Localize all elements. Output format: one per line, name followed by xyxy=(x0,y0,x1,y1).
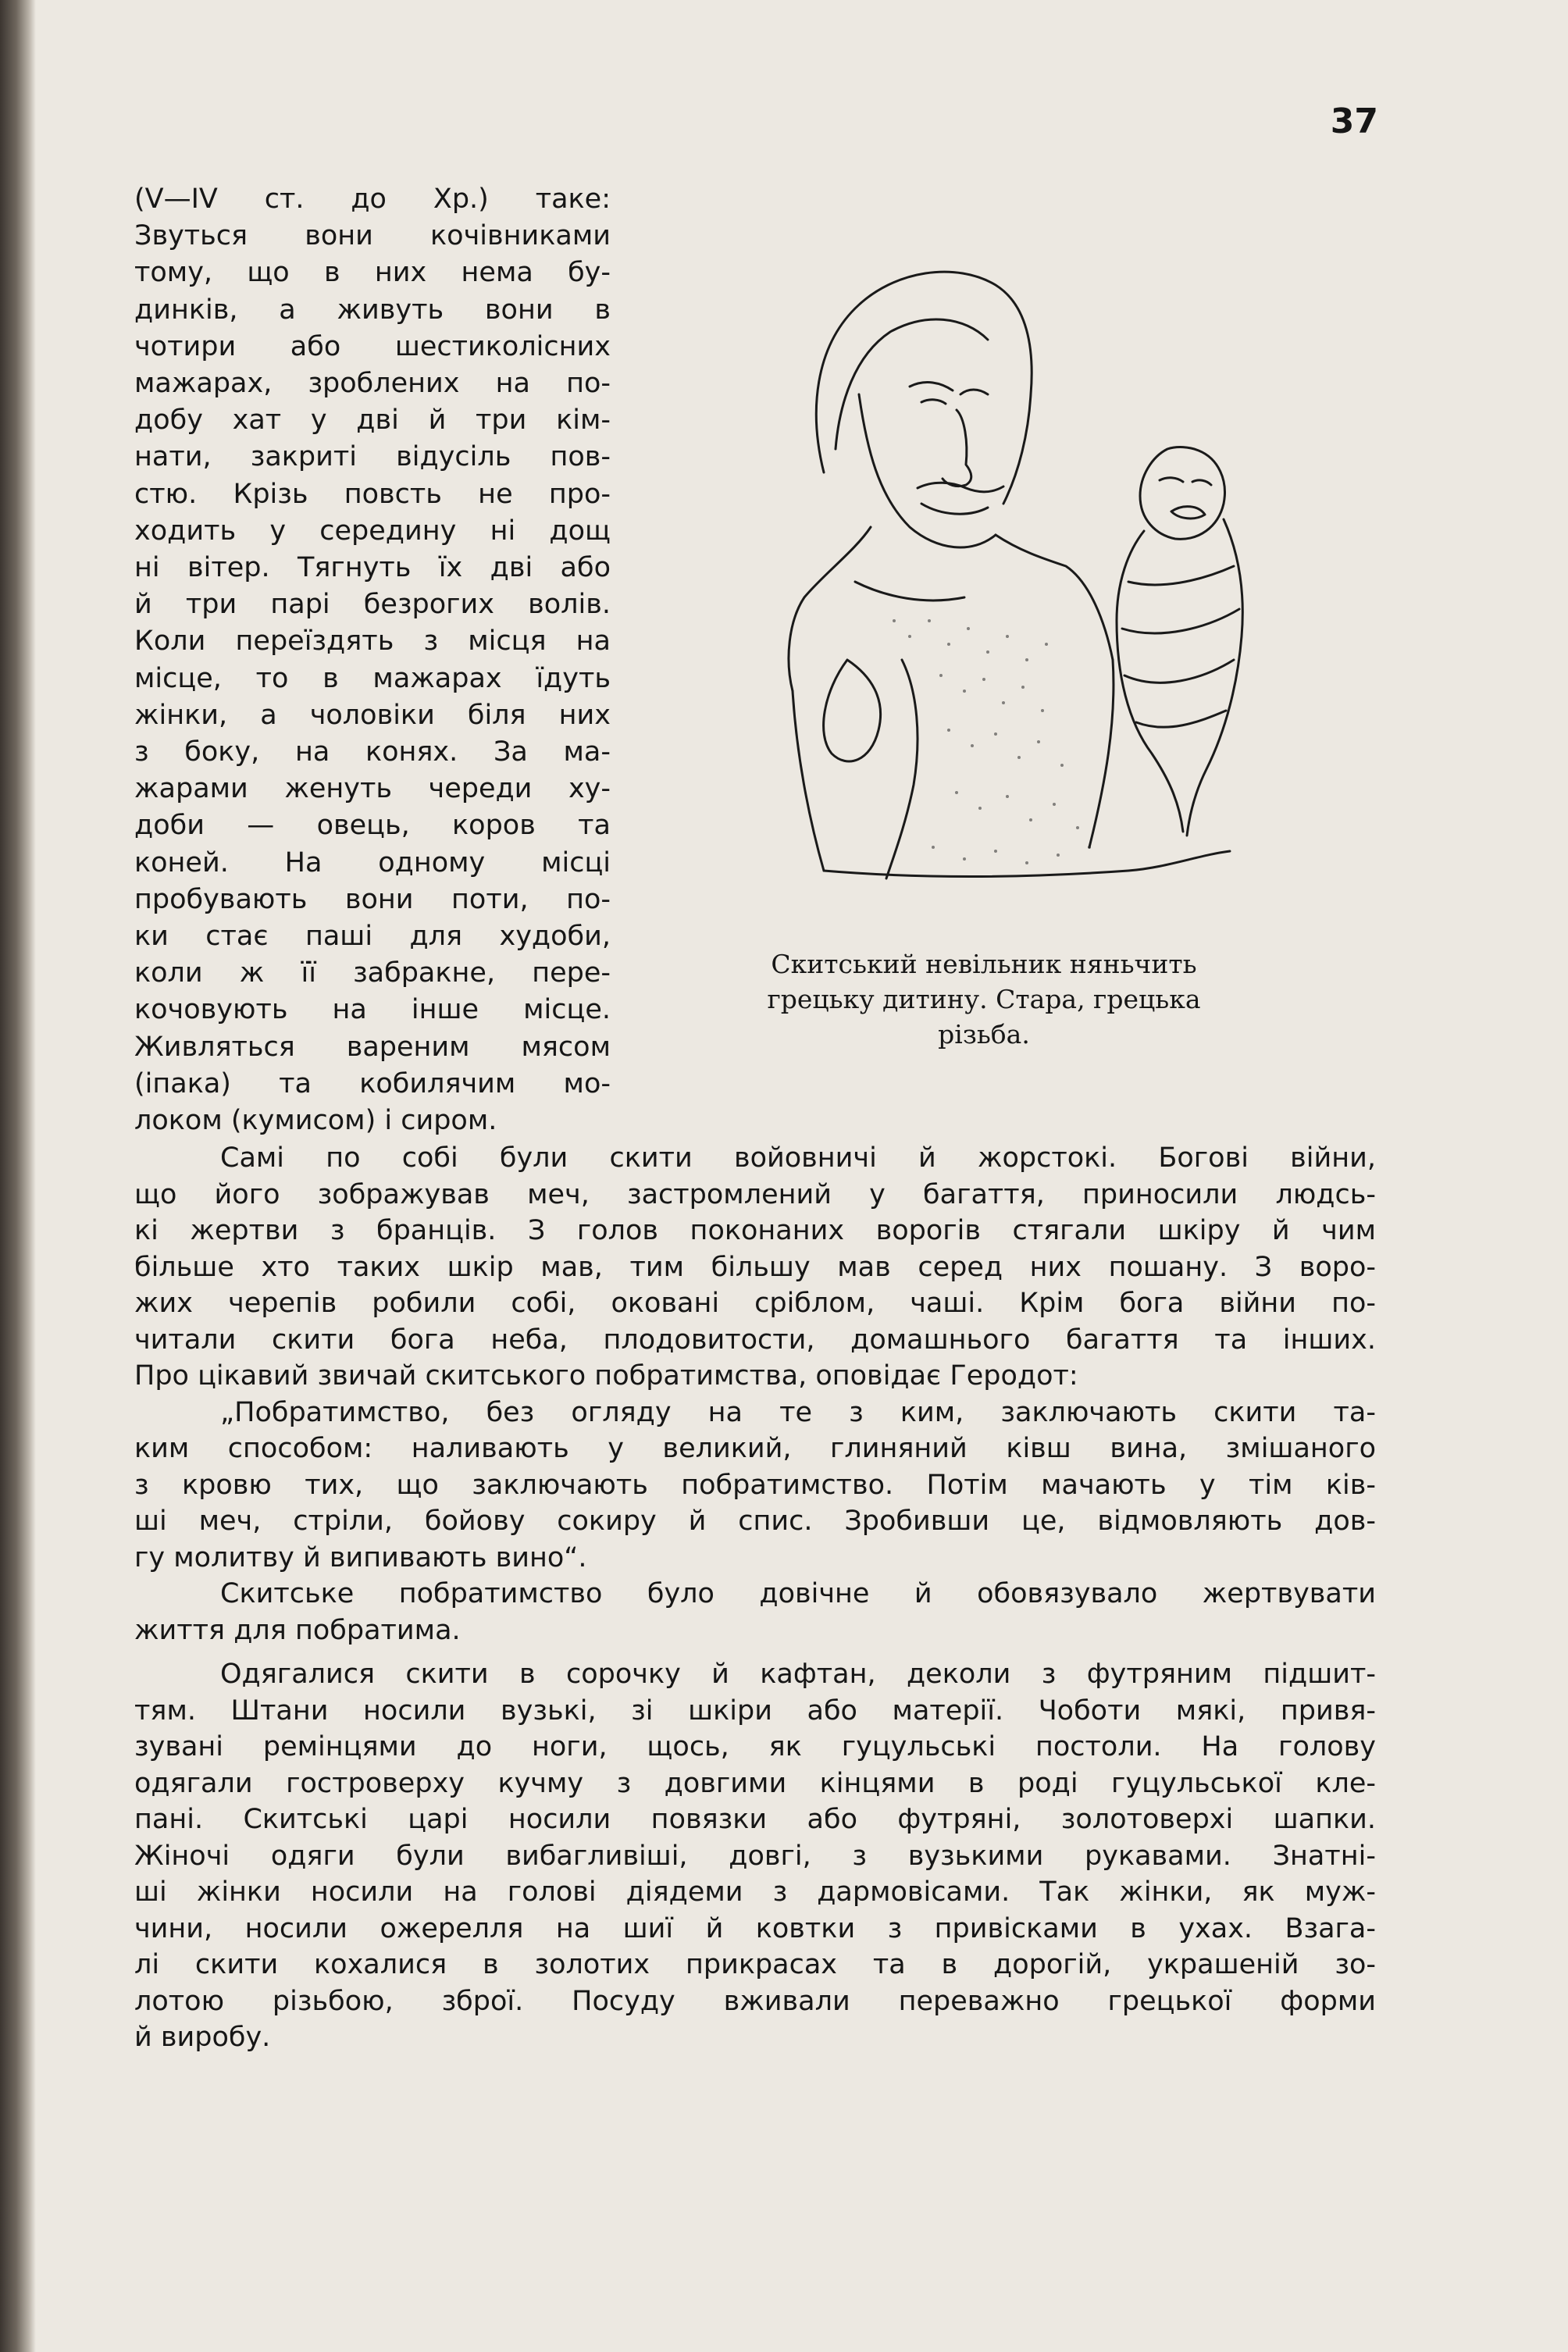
text-line: Одягалися скити в сорочку й кафтан, деколи з футряним підшит- xyxy=(220,1659,1376,1690)
text-line: чини, носили ожерелля на шиї й ковтки з привісками в ухах. Взага- xyxy=(134,1912,1376,1944)
text-line: (іпака) та кобилячим мо- xyxy=(134,1067,611,1099)
text-line: тям. Штани носили вузькі, зі шкіри або матерії. Чоботи мякі, привя- xyxy=(134,1695,1376,1727)
caption-line: Скитський невільник няньчить xyxy=(771,949,1197,979)
text-line: життя для побратима. xyxy=(134,1614,461,1646)
text-line: „Побратимство, без огляду на те з ким, заключають скити та- xyxy=(220,1396,1376,1428)
text-line: й виробу. xyxy=(134,2022,271,2053)
text-line: Про цікавий звичай скитського побратимства, оповідає Геродот: xyxy=(134,1360,1078,1392)
paragraph xyxy=(134,1140,1376,1395)
book-spine-shadow xyxy=(0,0,36,2352)
text-line: ким способом: наливають у великий, глиняний ківш вина, змішаного xyxy=(134,1433,1376,1464)
text-line: локом (кумисом) і сиром. xyxy=(134,1105,497,1137)
left-column-text xyxy=(134,181,611,1139)
text-line: чотири або шестиколісних xyxy=(134,330,611,362)
text-line: лі скити кохалися в золотих прикрасах та в дорогій, украшеній зо- xyxy=(134,1949,1376,1980)
text-line: ні вітер. Тягнуть їх дві або xyxy=(134,552,611,584)
figure-caption xyxy=(703,946,1265,1052)
caption-line: різьба. xyxy=(938,1019,1030,1049)
text-line: ші жінки носили на голові діядеми з дармовісами. Так жінки, як муж- xyxy=(134,1876,1376,1908)
text-line: мажарах, зроблених на по- xyxy=(134,368,611,400)
text-line: ші меч, стріли, бойову сокиру й спис. Зробивши це, відмовляють дов- xyxy=(134,1506,1376,1537)
text-line: пробувають вони поти, по- xyxy=(134,883,611,915)
text-line: кі жертви з бранців. З голов поконаних ворогів стягали шкіру й чим xyxy=(134,1215,1376,1246)
text-line: нати, закриті відусіль пов- xyxy=(134,441,611,473)
text-line: коли ж її забракне, пере- xyxy=(134,957,611,989)
text-line: динків, а живуть вони в xyxy=(134,294,611,326)
text-line: Скитське побратимство було довічне й обовязувало жертвувати xyxy=(220,1578,1376,1609)
text-line: гу молитву й випивають вино“. xyxy=(134,1541,587,1573)
text-line: з боку, на конях. За ма- xyxy=(134,736,611,768)
text-line: зувані ремінцями до ноги, щось, як гуцульські постоли. На голову xyxy=(134,1731,1376,1762)
text-line: ки стає паші для худоби, xyxy=(134,921,611,953)
text-line: що його зображував меч, застромлений у багаття, приносили людсь- xyxy=(134,1178,1376,1210)
text-line: добу хат у дві й три кім- xyxy=(134,404,611,437)
text-line: жарами женуть череди ху- xyxy=(134,773,611,805)
paragraph xyxy=(134,1576,1376,1648)
text-line: жінки, а чоловіки біля них xyxy=(134,699,611,731)
text-line: Самі по собі були скити войовничі й жорстокі. Богові війни, xyxy=(220,1142,1376,1174)
text-line: ходить у середину ні дощ xyxy=(134,515,611,547)
text-line: Живляться вареним мясом xyxy=(134,1031,611,1063)
text-line: стю. Крізь повсть не про- xyxy=(134,478,611,510)
text-line: Звуться вони кочівниками xyxy=(134,220,611,252)
text-line: тому, що в них нема бу- xyxy=(134,257,611,289)
body-text xyxy=(134,1140,1376,2056)
text-line: й три парі безрогих волів. xyxy=(134,589,611,621)
quotation xyxy=(134,1395,1376,1577)
text-line: доби — овець, коров та xyxy=(134,810,611,842)
text-line: з кровю тих, що заключають побратимство. Потім мачають у тім ків- xyxy=(134,1469,1376,1501)
page-number: 37 xyxy=(1330,102,1378,141)
text-line: більше хто таких шкір мав, тим більшу мав серед них пошану. З воро- xyxy=(134,1251,1376,1283)
text-line: кочовують на інше місце. xyxy=(134,994,611,1026)
text-line: лотою різьбою, зброї. Посуду вживали переважно грецької форми xyxy=(134,1985,1376,2017)
text-line: читали скити бога неба, плодовитости, домашнього багаття та інших. xyxy=(134,1324,1376,1356)
text-line: місце, то в мажарах їдуть xyxy=(134,662,611,694)
caption-line: грецьку дитину. Стара, грецька xyxy=(767,984,1201,1014)
text-line: одягали гостроверху кучму з довгими кінцями в роді гуцульської кле- xyxy=(134,1767,1376,1799)
text-line: коней. На одному місці xyxy=(134,846,611,878)
sculpture-illustration xyxy=(761,254,1269,894)
paragraph xyxy=(134,1656,1376,2056)
text-line: жих черепів робили собі, оковані сріблом, чаші. Крім бога війни по- xyxy=(134,1288,1376,1319)
text-line: Коли переїздять з місця на xyxy=(134,625,611,657)
text-line: Жіночі одяги були вибагливіші, довгі, з вузькими рукавами. Знатні- xyxy=(134,1840,1376,1872)
text-line: (V—IV ст. до Хр.) таке: xyxy=(134,184,611,215)
text-line: пані. Скитські царі носили повязки або футряні, золотоверхі шапки. xyxy=(134,1804,1376,1835)
